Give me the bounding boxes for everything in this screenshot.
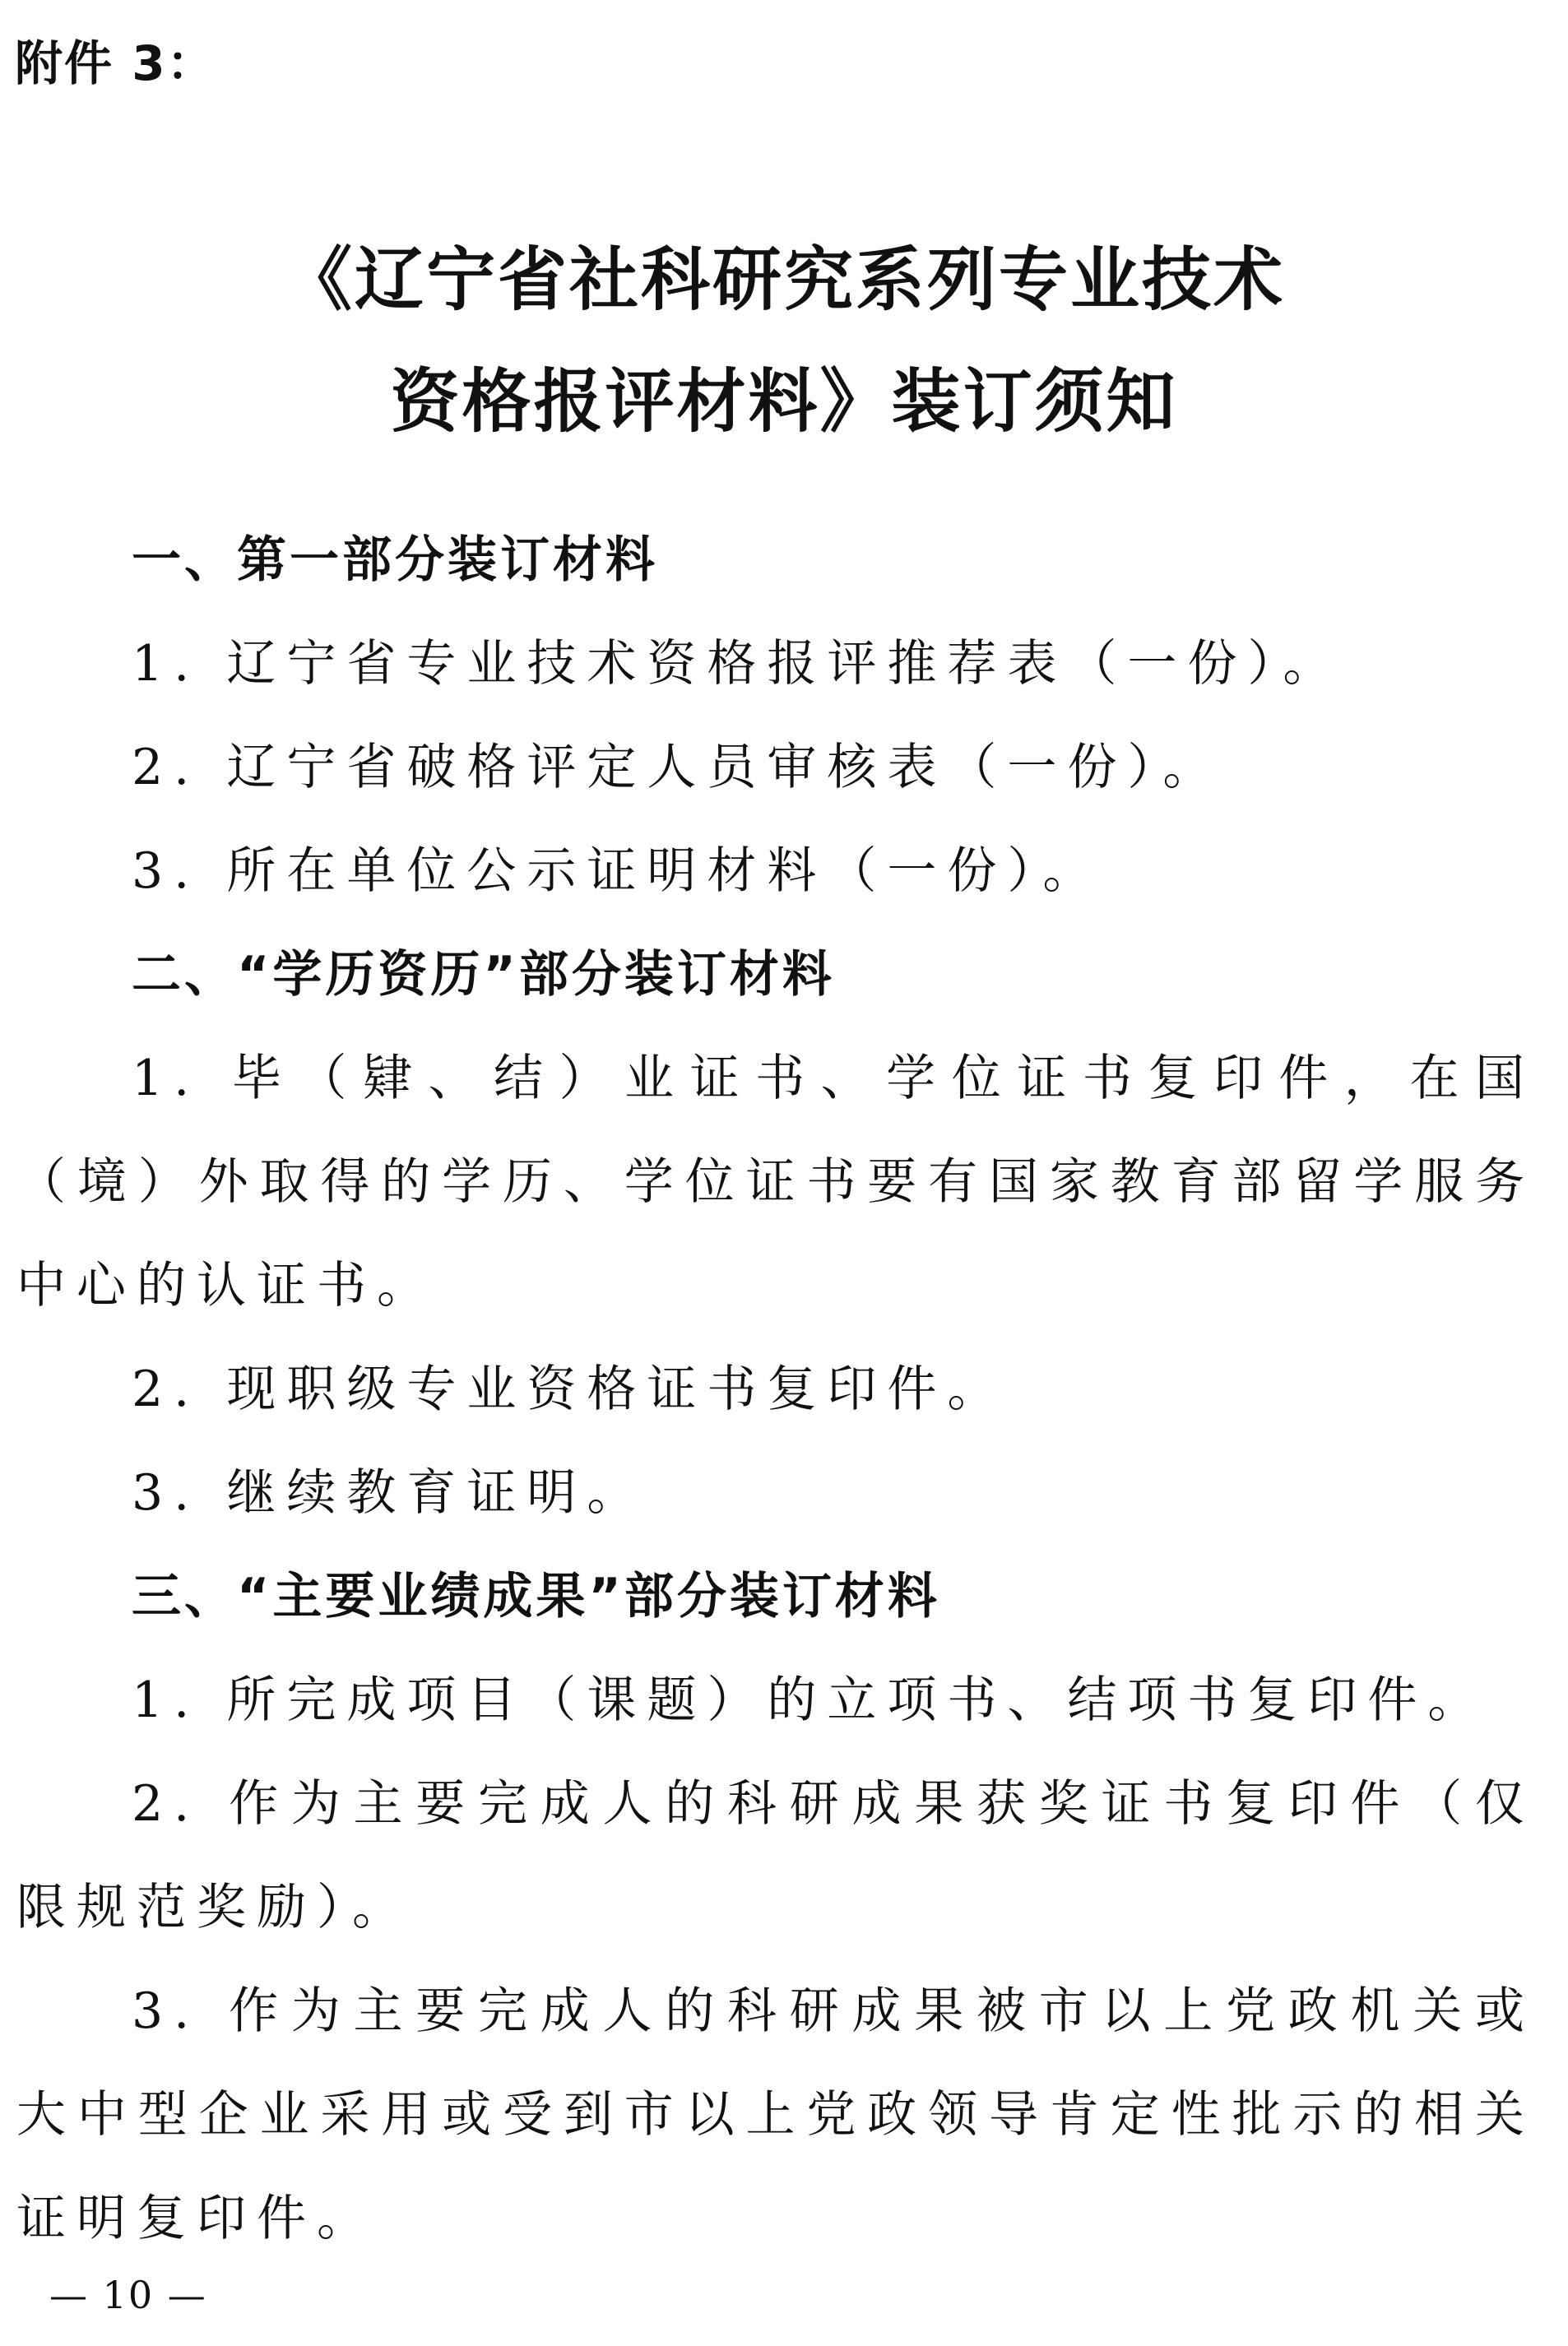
section-heading-1: 一、第一部分装订材料 — [132, 531, 658, 589]
document-title-line-2: 资格报评材料》装订须知 — [390, 361, 1178, 442]
section-2-item-1: 1. 毕（肄、结）业证书、学位证书复印件，在国（境）外取得的学历、学位证书要有国家教育部留学服务中心的认证书。 — [16, 1050, 1535, 1314]
document-title-line-1: 《辽宁省社科研究系列专业技术 — [282, 239, 1285, 320]
section-3-item-2: 2. 作为主要完成人的科研成果获奖证书复印件（仅限规范奖励）。 — [16, 1775, 1535, 1936]
section-heading-2: 二、“学历资历”部分装订材料 — [132, 946, 835, 1004]
section-heading-3: 三、“主要业绩成果”部分装订材料 — [132, 1568, 940, 1625]
page-number: — 10 — — [49, 2273, 207, 2317]
section-1-item-2: 2. 辽宁省破格评定人员审核表（一份）。 — [132, 739, 1223, 796]
document-body — [16, 508, 1535, 2270]
section-3-item-3: 3. 作为主要完成人的科研成果被市以上党政机关或大中型企业采用或受到市以上党政领导肯定性批示的相关证明复印件。 — [16, 1982, 1535, 2247]
section-2-item-3: 3. 继续教育证明。 — [132, 1464, 647, 1522]
section-1-item-3: 3. 所在单位公示证明材料（一份）。 — [132, 842, 1103, 900]
attachment-label: 附件 3： — [15, 35, 216, 91]
section-1-item-1: 1. 辽宁省专业技术资格报评推荐表（一份）。 — [132, 635, 1343, 693]
section-3-item-1: 1. 所完成项目（课题）的立项书、结项书复印件。 — [132, 1671, 1488, 1729]
section-2-item-2: 2. 现职级专业资格证书复印件。 — [132, 1361, 1008, 1418]
